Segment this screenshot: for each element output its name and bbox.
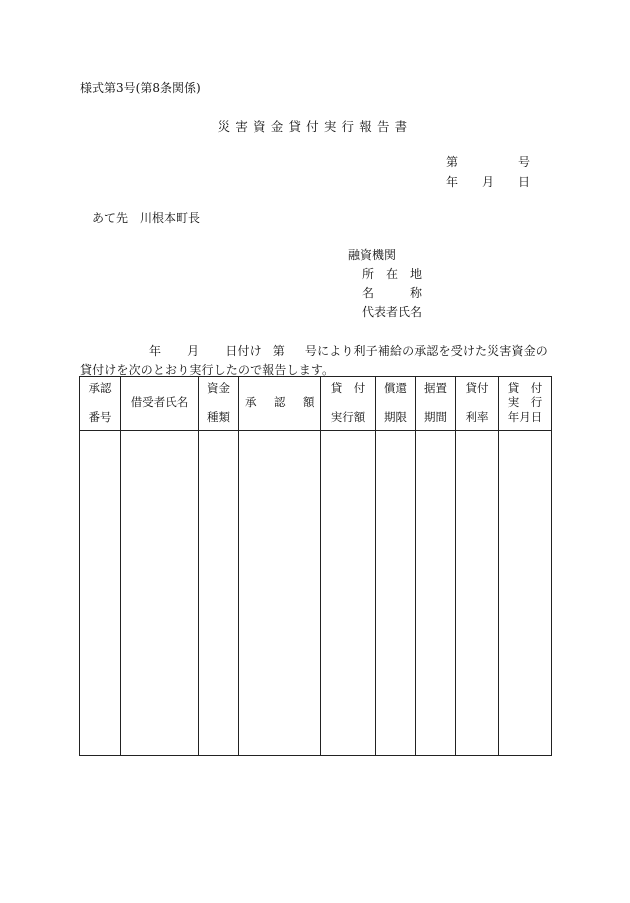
document-number-line: [446, 156, 530, 168]
header-text: 承認: [88, 381, 112, 395]
body-year: 年: [149, 344, 162, 358]
date-year: 年: [446, 175, 459, 189]
lender-address-char: 所: [362, 267, 375, 281]
lender-name-char: 称: [409, 286, 422, 300]
header-text: 年月日: [507, 410, 543, 424]
header-execution-date: [499, 377, 552, 431]
cell-repayment-deadline[interactable]: [376, 431, 416, 756]
lender-title: 融資機関: [348, 248, 397, 262]
header-text: 期限: [384, 410, 407, 424]
body-number-prefix: 第: [272, 344, 285, 358]
addressee: [92, 212, 200, 224]
cell-grace-period[interactable]: [416, 431, 456, 756]
header-text: 番号: [88, 410, 112, 424]
cell-loan-amount[interactable]: [321, 431, 376, 756]
lender-address-label: [362, 268, 422, 280]
table-row: [80, 431, 552, 756]
header-text: 償還: [384, 381, 407, 395]
lender-representative-label: 代表者氏名: [362, 305, 423, 319]
header-text: 据置: [424, 381, 447, 395]
header-text: 実 行: [507, 395, 543, 409]
header-text: 資金: [207, 381, 230, 395]
document-date-line: [446, 176, 530, 188]
header-text: 借受者氏名: [130, 395, 189, 409]
cell-borrower-name[interactable]: [121, 431, 199, 756]
cell-approval-number[interactable]: [80, 431, 121, 756]
header-borrower-name: [121, 377, 199, 431]
loan-execution-table: [79, 376, 552, 756]
header-approval-number: [80, 377, 121, 431]
header-text: 承: [245, 395, 257, 409]
header-loan-amount: [321, 377, 376, 431]
header-text: 期間: [424, 410, 447, 424]
header-grace-period: [416, 377, 456, 431]
body-text: 号により利子補給の承認を受けた災害資金の貸付けを次のとおり実行したので報告します。: [80, 344, 548, 377]
cell-approved-amount[interactable]: [239, 431, 321, 756]
lender-name-label: [362, 287, 422, 299]
cell-fund-type[interactable]: [199, 431, 239, 756]
header-text: 実行額: [330, 410, 366, 424]
lender-name-char: 名: [362, 286, 375, 300]
cell-execution-date[interactable]: [499, 431, 552, 756]
body-month: 月: [187, 344, 200, 358]
header-approved-amount: [239, 377, 321, 431]
header-text: 額: [303, 395, 315, 409]
cell-loan-rate[interactable]: [456, 431, 499, 756]
header-text: 利率: [465, 410, 489, 424]
header-loan-rate: [456, 377, 499, 431]
date-day: 日: [517, 175, 530, 189]
addressee-name: 川根本町長: [140, 211, 201, 225]
date-month: 月: [481, 175, 494, 189]
body-day-dated: 日付け: [225, 344, 262, 358]
form-number: 様式第3号(第8条関係): [80, 81, 201, 95]
header-text: 種類: [207, 410, 230, 424]
report-body-text: [80, 342, 555, 380]
header-repayment-deadline: [376, 377, 416, 431]
header-text: 貸付: [465, 381, 489, 395]
lender-address-char: 地: [409, 267, 422, 281]
document-title: 災害資金貸付実行報告書: [217, 119, 413, 134]
header-text: 貸 付: [507, 381, 543, 395]
header-text: 貸 付: [330, 381, 366, 395]
table-header-row: [80, 377, 552, 431]
number-prefix: 第: [446, 155, 459, 169]
header-text: 認: [274, 395, 286, 409]
number-suffix: 号: [517, 155, 530, 169]
addressee-label: あて先: [92, 211, 129, 225]
lender-address-char: 在: [385, 267, 398, 281]
header-fund-type: [199, 377, 239, 431]
